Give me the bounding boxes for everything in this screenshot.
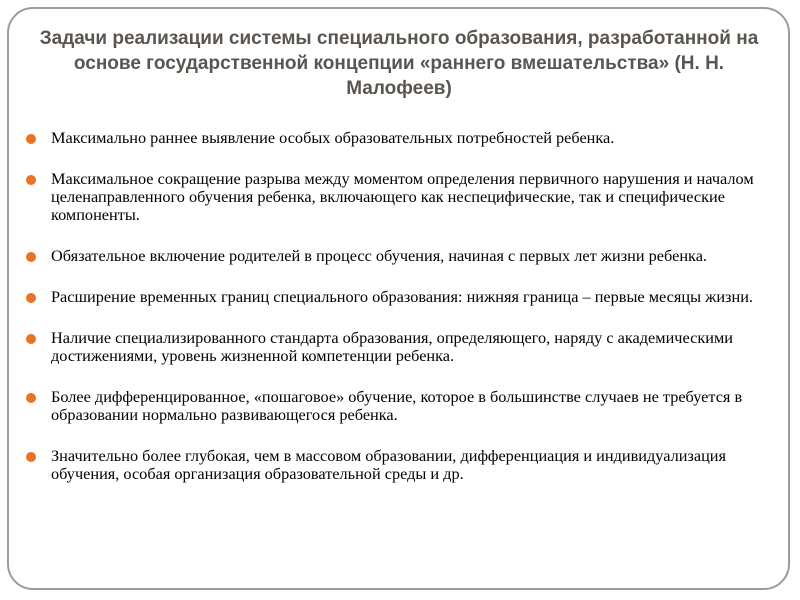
bullet-dot-icon bbox=[26, 134, 36, 144]
list-item-text: Расширение временных границ специального образования: нижняя граница – первые месяцы жизни. bbox=[51, 287, 753, 306]
list-item bbox=[24, 329, 794, 365]
slide-title: Задачи реализации системы специального образования, разработанной на основе государственной концепции «раннего вмешательства» (Н. Н. Малофеев) bbox=[39, 28, 759, 99]
list-item-text: Максимально раннее выявление особых образовательных потребностей ребенка. bbox=[51, 128, 615, 147]
bullet-dot-icon bbox=[26, 293, 36, 303]
list-item bbox=[24, 170, 794, 224]
list-item bbox=[24, 129, 794, 147]
bullet-dot-icon bbox=[26, 175, 36, 185]
list-item bbox=[24, 288, 794, 306]
bullet-dot-icon bbox=[26, 393, 36, 403]
list-item-text: Значительно более глубокая, чем в массовом образовании, дифференциация и индивидуализация обучения, особая организация образовательной среды и др. bbox=[51, 446, 726, 483]
list-item-text: Более дифференцированное, «пошаговое» обучение, которое в большинстве случаев не требуется в образовании нормально развивающегося ребенка. bbox=[51, 387, 743, 424]
bullet-dot-icon bbox=[26, 452, 36, 462]
bullet-list bbox=[24, 129, 794, 506]
list-item-text: Наличие специализированного стандарта образования, определяющего, наряду с академическими достижениями, уровень жизненной компетенции ребенка. bbox=[51, 328, 733, 365]
list-item bbox=[24, 247, 794, 265]
list-item-text: Максимальное сокращение разрыва между моментом определения первичного нарушения и началом целенаправленного обучения ребенка, включающего как неспецифические, так и специфические компоненты. bbox=[51, 169, 754, 224]
bullet-dot-icon bbox=[26, 334, 36, 344]
list-item bbox=[24, 447, 794, 483]
bullet-dot-icon bbox=[26, 252, 36, 262]
list-item bbox=[24, 388, 794, 424]
list-item-text: Обязательное включение родителей в процесс обучения, начиная с первых лет жизни ребенка. bbox=[51, 246, 707, 265]
